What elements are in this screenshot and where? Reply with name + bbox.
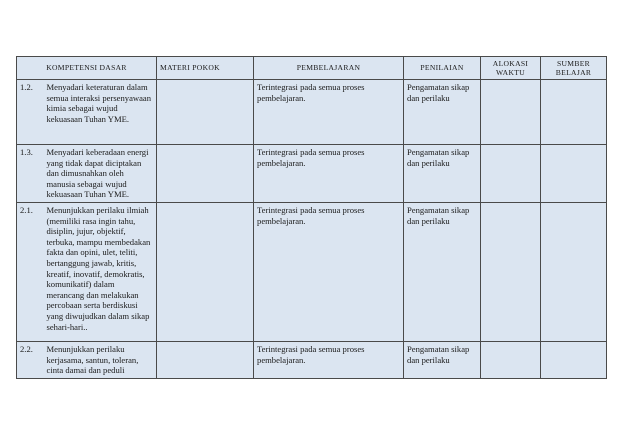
syllabus-table — [16, 56, 607, 379]
header-sumber-line2: BELAJAR — [555, 68, 592, 77]
header-sumber-line1: SUMBER — [557, 58, 591, 68]
penilaian-cell: Pengamatan sikap dan perilaku — [404, 80, 481, 145]
header-alokasi-line2: WAKTU — [496, 68, 525, 77]
sumber-cell — [541, 202, 607, 341]
alokasi-cell — [481, 341, 541, 378]
materi-cell — [157, 80, 254, 145]
sumber-cell — [541, 80, 607, 145]
header-pembelajaran: PEMBELAJARAN — [254, 57, 404, 80]
kd-description: Menunjukkan perilaku ilmiah (memiliki rasa ingin tahu, disiplin, jujur, objektif, terbuka, mampu membedakan fakta dan opini, ulet, teliti, bertanggung jawab, kritis, kreatif, inovatif, demokratis, komunikatif) dalam merancang dan melakukan percobaan serta berdiskusi yang diwujudkan dalam sikap sehari-hari.. — [44, 202, 157, 341]
kd-number: 1.2. — [17, 80, 44, 145]
penilaian-cell: Pengamatan sikap dan perilaku — [404, 341, 481, 378]
kd-description: Menunjukkan perilaku kerjasama, santun, toleran, cinta damai dan peduli — [44, 341, 157, 378]
kd-number: 2.2. — [17, 341, 44, 378]
table-header-row — [17, 57, 607, 80]
pembelajaran-cell: Terintegrasi pada semua proses pembelajaran. — [254, 202, 404, 341]
header-alokasi-waktu — [481, 57, 541, 80]
pembelajaran-cell: Terintegrasi pada semua proses pembelajaran. — [254, 80, 404, 145]
materi-cell — [157, 341, 254, 378]
header-alokasi-line1: ALOKASI — [492, 58, 529, 68]
kd-number: 1.3. — [17, 145, 44, 203]
kd-number: 2.1. — [17, 202, 44, 341]
table-row — [17, 202, 607, 341]
materi-cell — [157, 202, 254, 341]
header-kompetensi-dasar: KOMPETENSI DASAR — [17, 57, 157, 80]
pembelajaran-cell: Terintegrasi pada semua proses pembelajaran. — [254, 145, 404, 203]
alokasi-cell — [481, 145, 541, 203]
materi-cell — [157, 145, 254, 203]
penilaian-cell: Pengamatan sikap dan perilaku — [404, 202, 481, 341]
kd-description: Menyadari keteraturan dalam semua interaksi persenyawaan kimia sebagai wujud kekuasaan Tuhan YME. — [44, 80, 157, 145]
alokasi-cell — [481, 80, 541, 145]
table-row — [17, 341, 607, 378]
header-materi-pokok: MATERI POKOK — [157, 57, 254, 80]
pembelajaran-cell: Terintegrasi pada semua proses pembelajaran. — [254, 341, 404, 378]
sumber-cell — [541, 341, 607, 378]
table-row — [17, 80, 607, 145]
alokasi-cell — [481, 202, 541, 341]
header-sumber-belajar — [541, 57, 607, 80]
header-penilaian: PENILAIAN — [404, 57, 481, 80]
kd-description: Menyadari keberadaan energi yang tidak dapat diciptakan dan dimusnahkan oleh manusia sebagai wujud kekuasaan Tuhan YME. — [44, 145, 157, 203]
table-row — [17, 145, 607, 203]
sumber-cell — [541, 145, 607, 203]
penilaian-cell: Pengamatan sikap dan perilaku — [404, 145, 481, 203]
